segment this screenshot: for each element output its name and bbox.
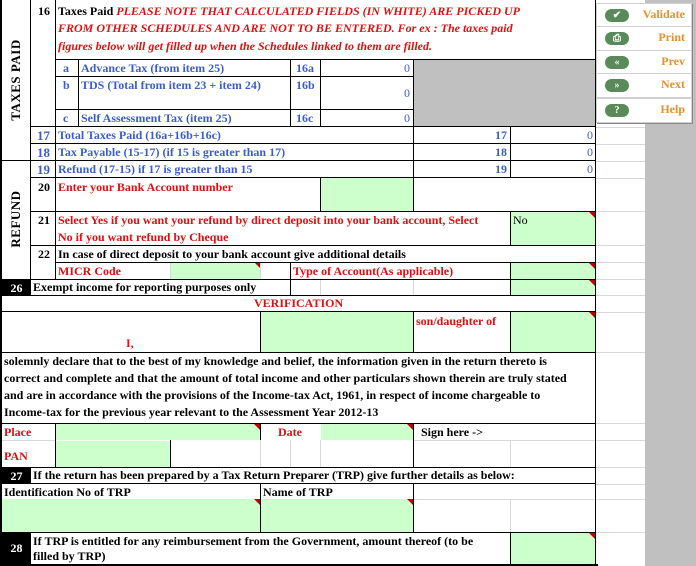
direct-deposit-label: In case of direct deposit to your bank account give additional details [58,247,406,261]
prev-button[interactable]: « Prev [596,50,692,75]
trp-id-label: Identification No of TRP [4,485,131,499]
father-name-input[interactable] [511,312,595,352]
calculated-fields-note-3: figures below will get filled up when the Schedules linked to them are filled. [58,39,433,53]
advance-tax-value: 0 [404,61,410,75]
calculated-fields-note-2: FROM OTHER SCHEDULES AND ARE NOT TO BE ENTERED. For ex : The taxes paid [58,21,513,35]
trp-reimbursement-input[interactable] [511,533,595,564]
item-16-label: Taxes Paid PLEASE NOTE THAT CALCULATED FIELDS (IN WHITE) ARE PICKED UP [58,4,520,18]
pan-input[interactable] [56,441,170,467]
self-assessment-tax-value: 0 [404,111,410,125]
refund-value: 0 [587,162,593,176]
item-26-number: 26 [2,280,31,296]
micr-code-input[interactable] [171,263,261,279]
exempt-income-label: Exempt income for reporting purposes only [33,280,257,294]
trp-reimbursement-label: If TRP is entitled for any reimbursement from the Government, amount thereof (to be [33,534,474,548]
date-label: Date [278,425,302,439]
son-daughter-of-label: son/daughter of [416,314,497,328]
item-16-number: 16 [38,4,50,18]
verifier-name-input[interactable] [261,312,413,352]
refund-mode-label-2: No if you want refund by Cheque [58,230,229,244]
trp-details-label: If the return has been prepared by a Tax Return Preparer (TRP) give further details as below: [33,468,515,482]
check-icon: ✔ [605,9,629,22]
sign-here-label: Sign here -> [421,425,483,439]
trp-id-input[interactable] [2,499,260,532]
account-type-select[interactable] [511,263,595,279]
double-chevron-left-icon: « [605,56,629,69]
item-28-number: 28 [2,533,31,564]
place-label: Place [4,425,32,439]
double-chevron-right-icon: » [605,79,629,92]
exempt-income-input[interactable] [511,280,595,296]
total-taxes-paid-value: 0 [587,128,593,142]
trp-name-input[interactable] [261,499,413,532]
trp-reimbursement-label-2: filled by TRP) [33,549,106,563]
section-label-refund: REFUND [8,190,23,248]
i-label: I, [126,336,134,350]
bank-account-label: Enter your Bank Account number [58,180,233,194]
refund-mode-label: Select Yes if you want your refund by direct deposit into your bank account, Select [58,213,479,227]
pan-label: PAN [4,449,28,463]
calculated-fields-note: PLEASE NOTE THAT CALCULATED FIELDS (IN WHITE) ARE PICKED UP [116,4,520,18]
account-type-label: Type of Account(As applicable) [293,264,454,278]
print-button[interactable]: ⎙ Print [596,26,692,51]
next-button[interactable]: » Next [596,73,692,98]
section-label-taxes-paid: TAXES PAID [8,39,23,121]
bank-account-input[interactable] [321,178,413,211]
date-input[interactable] [321,424,413,440]
trp-name-label: Name of TRP [263,485,333,499]
validate-button[interactable]: ✔ Validate [596,3,692,28]
printer-icon: ⎙ [605,32,629,45]
micr-code-label: MICR Code [58,264,121,278]
verification-title: VERIFICATION [254,296,344,310]
item-27-number: 27 [2,468,31,484]
help-button[interactable]: ? Help [596,98,692,123]
place-input[interactable] [56,424,260,440]
calculated-gray-block [413,60,595,126]
tds-value: 0 [404,86,410,100]
question-icon: ? [605,104,629,117]
tax-payable-value: 0 [587,145,593,159]
refund-mode-select[interactable]: No [511,212,595,245]
